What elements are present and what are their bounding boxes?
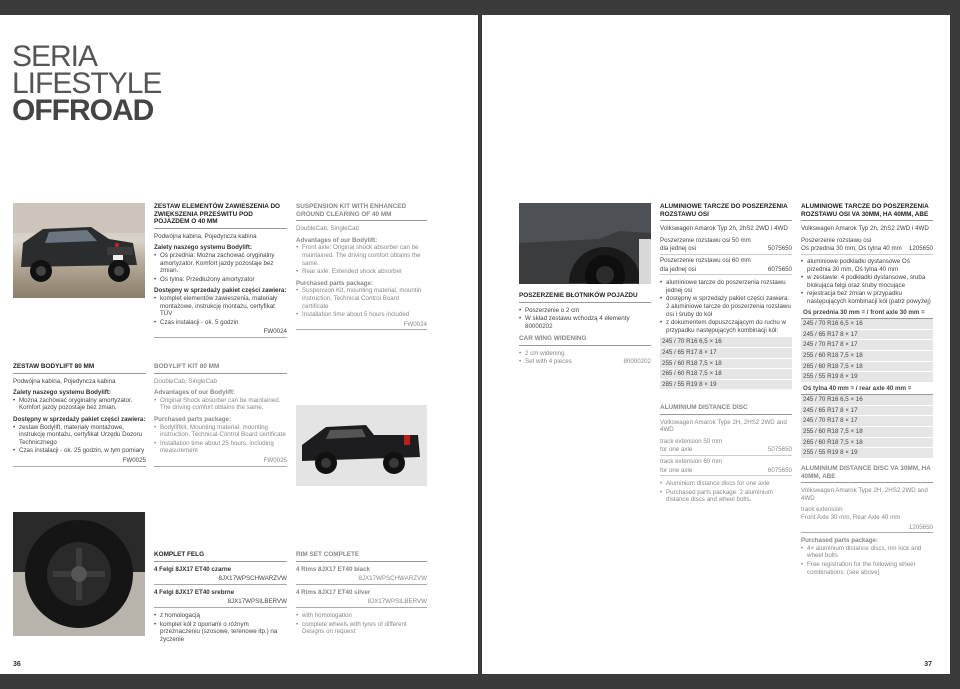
row-sub: Front Axle 30 mm, Rear Axle 40 mm <box>801 513 901 521</box>
row-label: track extension 50 mm <box>660 437 723 445</box>
title-line-3: OFFROAD <box>12 94 154 127</box>
alu-distance-pl <box>660 203 792 390</box>
product-code: FW0024 <box>296 321 427 331</box>
row-label: Poszerzenie rozstawu osi 50 mm <box>660 236 751 244</box>
rim-set-pl <box>154 551 287 644</box>
left-page <box>0 15 478 674</box>
list-item: • rejestracja bez zmian w przypadku następujących kombinacji kół (patrz powyżej) <box>801 290 933 305</box>
rim-label: 4 Felgi 8JX17 ET40 czarne <box>154 565 232 573</box>
advantages-heading: Zalety naszego systemu Bodylift: <box>154 244 252 252</box>
list-item: • W skład zestawu wchodzą 4 elementy 80000202 <box>519 315 651 330</box>
section-sub: Volkswagen Amarok Typ 2h, 2hS2 2WD i 4WD <box>801 225 929 233</box>
kit-heading: Purchased parts package: <box>801 537 879 545</box>
advantages-heading: Advantages of our Bodylift: <box>154 389 236 397</box>
wheel-combo: 245 / 70 R17 8 × 17 <box>801 416 933 427</box>
list-item <box>519 358 651 366</box>
list-item: • Rear axle: Extended shock absorber <box>296 268 427 276</box>
rear-axle-heading: Oś tylna 40 mm = / rear axle 40 mm = <box>801 383 933 396</box>
product-code: 80000202 <box>623 358 651 366</box>
list-item: • Poszerzenie o 2 cm <box>519 307 651 315</box>
product-code: 6075650 <box>767 466 792 474</box>
suspension-kit-en <box>296 203 427 330</box>
advantages-heading: Zalety naszego systemu Bodylift: <box>13 389 111 397</box>
advantages-heading: Advantages of our Bodylift: <box>296 236 378 244</box>
wheel-combo: 265 / 60 R18 7,5 × 18 <box>801 438 933 449</box>
wheel-combo: 245 / 70 R16 6,5 × 16 <box>801 319 933 330</box>
section-sub: DoubleCab, SingleCab <box>296 225 359 233</box>
wheel-combo: 255 / 60 R18 7,5 × 18 <box>801 427 933 438</box>
section-sub: Podwójna kabina, Pojedyncza kabina <box>154 232 257 240</box>
front-axle-heading: Oś przednia 30 mm = / front axle 30 mm = <box>801 307 933 320</box>
wheel-combo: 245 / 70 R16 6,5 × 16 <box>801 395 933 406</box>
page-number: 37 <box>924 661 932 668</box>
kit-heading: Dostępny w sprzedaży pakiet części zawiera: <box>13 415 146 423</box>
section-heading: ALUMINIOWE TARCZE DO POSZERZENIA ROZSTAWU OSI <box>660 203 792 221</box>
list-item: • komplet elementów zawieszenia, materiały montażowe, instrukcję montażu, certyfikat TÜV <box>154 295 287 318</box>
product-code: 1205650 <box>801 524 933 534</box>
row-label: track extension <box>801 506 843 514</box>
list-item: • 4× aluminium distance discs, rim lock and wheel bolts <box>801 545 933 560</box>
list-item: • Oś przednia: Można zachować oryginalny amortyzator. Komfort jazdy pozostaje bez zmian. <box>154 252 287 275</box>
product-code: 6075650 <box>767 265 792 273</box>
product-code: 5075650 <box>767 446 792 454</box>
series-title <box>12 40 162 127</box>
section-heading: ZESTAW ELEMENTÓW ZAWIESZENIA DO ZWIĘKSZENIA PRZEŚWITU POD POJAZDEM O 40 MM <box>154 203 287 229</box>
list-item: • Purchased parts package: 2 aluminium distance discs and wheel bolts. <box>660 489 792 504</box>
fender-widening-en <box>519 335 651 367</box>
list-item: • Bodyliftkit, Mounting material, mounting instruction, Technical-Control Board certificate <box>154 424 287 439</box>
list-item: • z dokumentem dopuszczającym do ruchu w przypadku następujących kombinacji kół: <box>660 319 792 334</box>
section-heading: ALUMINIUM DISTANCE DISC <box>660 404 792 415</box>
section-sub: DoubleCab, SingleCab <box>154 377 217 385</box>
product-code: FW0025 <box>154 457 287 467</box>
title-line-1: SERIA <box>12 40 98 73</box>
section-heading: ALUMINIUM DISTANCE DISC VA 30MM, HA 40MM, ABE <box>801 465 933 483</box>
list-item: • Oś tylna: Przedłużony amortyzator <box>154 276 287 284</box>
wheel-tyre-photo <box>13 512 145 636</box>
suspension-kit-pl <box>154 203 287 338</box>
section-heading: CAR WING WIDENING <box>519 335 651 346</box>
list-item-text: • Set with 4 pieces <box>525 358 572 366</box>
right-page <box>482 15 950 674</box>
truck-bodylift-photo <box>13 203 145 298</box>
kit-heading: Dostępny w sprzedaży pakiet części zawiera: <box>154 287 287 295</box>
kit-heading: Purchased parts package: <box>296 279 374 287</box>
wheel-combo: 265 / 60 R18 7,5 × 18 <box>660 369 792 380</box>
section-heading: KOMPLET FELG <box>154 551 287 562</box>
wheel-combo: 245 / 65 R17 8 × 17 <box>801 406 933 417</box>
kit-heading: Purchased parts package: <box>154 415 232 423</box>
list-item: • complete wheels with tyres of different Designs on request <box>296 621 427 636</box>
list-item: • z homologacją <box>154 612 287 620</box>
wheel-combo: 255 / 60 R18 7,5 × 18 <box>660 359 792 370</box>
wheel-combo: 245 / 70 R16 6,5 × 16 <box>660 337 792 348</box>
fender-widening-pl <box>519 292 651 331</box>
row-sub: dla jednej osi <box>660 265 697 273</box>
list-item: • Można zachować oryginalny amortyzator. Komfort jazdy pozostaje bez zmian. <box>13 397 146 412</box>
section-sub: Podwójna kabina, Pojedyncza kabina <box>13 377 116 385</box>
product-code: 5075650 <box>767 245 792 253</box>
list-item: • Free registration for the following wheel combinations: (see above) <box>801 561 933 576</box>
bodylift-kit-en <box>154 363 287 467</box>
row-sub: Oś przednia 30 mm, Oś tylna 40 mm <box>801 245 902 253</box>
wheel-combo: 285 / 55 R19 8 × 19 <box>660 380 792 391</box>
row-label: Poszerzenie rozstawu osi 60 mm <box>660 256 751 264</box>
wheel-combo: 265 / 60 R18 7,5 × 18 <box>801 362 933 373</box>
row-sub: for one axle <box>660 466 693 474</box>
list-item: • Suspension Kit, mounting material, mountin instruction, Technical Control Board certificate <box>296 287 427 310</box>
product-code: 8JX17WPSCHWARZVW <box>296 575 427 585</box>
row-sub: for one axle <box>660 446 693 454</box>
product-code: FW0024 <box>154 328 287 338</box>
fender-photo <box>519 203 651 284</box>
rim-label: 4 Rims 8JX17 ET40 silver <box>296 588 371 596</box>
product-code: 8JX17WPSILBERVW <box>154 598 287 608</box>
list-item: • dostępny w sprzedaży pakiet części zawiera: 2 aluminiowe tarcze do poszerzenia rozstawu osi i śruby do kół <box>660 295 792 318</box>
list-item: • Aluminium distance discs for one axle <box>660 480 792 488</box>
list-item: • aluminiowe tarcze do poszerzenia rozstawu jednej osi <box>660 279 792 294</box>
list-item: • 2 cm widening <box>519 350 651 358</box>
wheel-combo: 255 / 60 R18 7,5 × 18 <box>801 351 933 362</box>
wheel-combo: 245 / 70 R17 8 × 17 <box>801 340 933 351</box>
wheel-combo: 245 / 65 R17 8 × 17 <box>660 348 792 359</box>
rim-set-en <box>296 551 427 637</box>
row-label: track extension 60 mm <box>660 457 723 465</box>
section-heading: POSZERZENIE BŁOTNIKÓW POJAZDU <box>519 292 651 303</box>
wheel-combo: 255 / 55 R19 8 × 19 <box>801 372 933 383</box>
section-heading: ALUMINIOWE TARCZE DO POSZERZENIA ROZSTAWU OSI VA 30MM, HA 40MM, ABE <box>801 203 933 221</box>
list-item: • Installation time about 5 hours included <box>296 311 427 319</box>
list-item: • Installation time about 25 hours, including measurement <box>154 440 287 455</box>
list-item: • Original Shock absorber can be maintained. The driving comfort obtains the same. <box>154 397 287 412</box>
section-heading: RIM SET COMPLETE <box>296 551 427 562</box>
bodylift-kit-pl <box>13 363 146 467</box>
truck-red-photo <box>296 405 427 486</box>
list-item: • w zestawie: 4 podkładki dystansowe, śruba blokująca felgi oraz śruby mocujące <box>801 274 933 289</box>
section-sub: Volkswagen Amarok Type 2H, 2HS2 2WD and 4WD <box>660 418 787 434</box>
alu-distance-abe-en <box>801 465 933 577</box>
alu-distance-en <box>660 404 792 505</box>
section-heading: BODYLIFT KIT 80 MM <box>154 363 287 374</box>
row-label: Poszerzenie rozstawu osi <box>801 236 872 244</box>
title-line-2: LIFESTYLE <box>12 67 162 100</box>
section-sub: Volkswagen Amarok Typ 2h, 2hS2 2WD i 4WD <box>660 225 788 233</box>
list-item: • Czas instalacji - ok. 5 godzin <box>154 319 287 327</box>
section-heading: SUSPENSION KIT WITH ENHANCED GROUND CLEARING OF 40 MM <box>296 203 427 221</box>
product-code: 8JX17WPSILBERVW <box>296 598 427 608</box>
wheel-combo: 255 / 55 R19 8 × 19 <box>801 448 933 459</box>
product-code: 8JX17WPSCHWARZVW <box>154 575 287 585</box>
rim-label: 4 Rims 8JX17 ET40 black <box>296 565 370 573</box>
product-code: 1205650 <box>908 245 933 253</box>
list-item: • aluminiowe podkładki dystansowe Oś przednia 30 mm, Oś tylna 40 mm <box>801 258 933 273</box>
list-item: • Czas instalacji - ok. 25 godzin, w tym pomiary <box>13 447 146 455</box>
page-number: 36 <box>13 661 21 668</box>
wheel-combo: 245 / 65 R17 8 × 17 <box>801 330 933 341</box>
product-code: FW0025 <box>13 457 146 467</box>
list-item: • with homologation <box>296 612 427 620</box>
row-sub: dla jednej osi <box>660 245 697 253</box>
list-item: • komplet kół z oponami o różnym przeznaczeniu (szosowe, terenowe itp.) na życzenie <box>154 621 287 644</box>
alu-distance-abe-pl <box>801 203 933 459</box>
rim-label: 4 Felgi 8JX17 ET40 srebrne <box>154 588 235 596</box>
section-heading: ZESTAW BODYLIFT 80 MM <box>13 363 146 374</box>
list-item: • Front axle: Original shock absorber can be maintained. The driving comfort obtains the same. <box>296 244 427 267</box>
list-item: • zestaw Bodylift, materiały montażowe, instrukcję montażu, certyfikat Urzędu Dozoru Technicznego <box>13 424 146 447</box>
section-sub: Volkswagen Amarok Type 2H, 2HS2 2WD and 4WD <box>801 487 928 502</box>
